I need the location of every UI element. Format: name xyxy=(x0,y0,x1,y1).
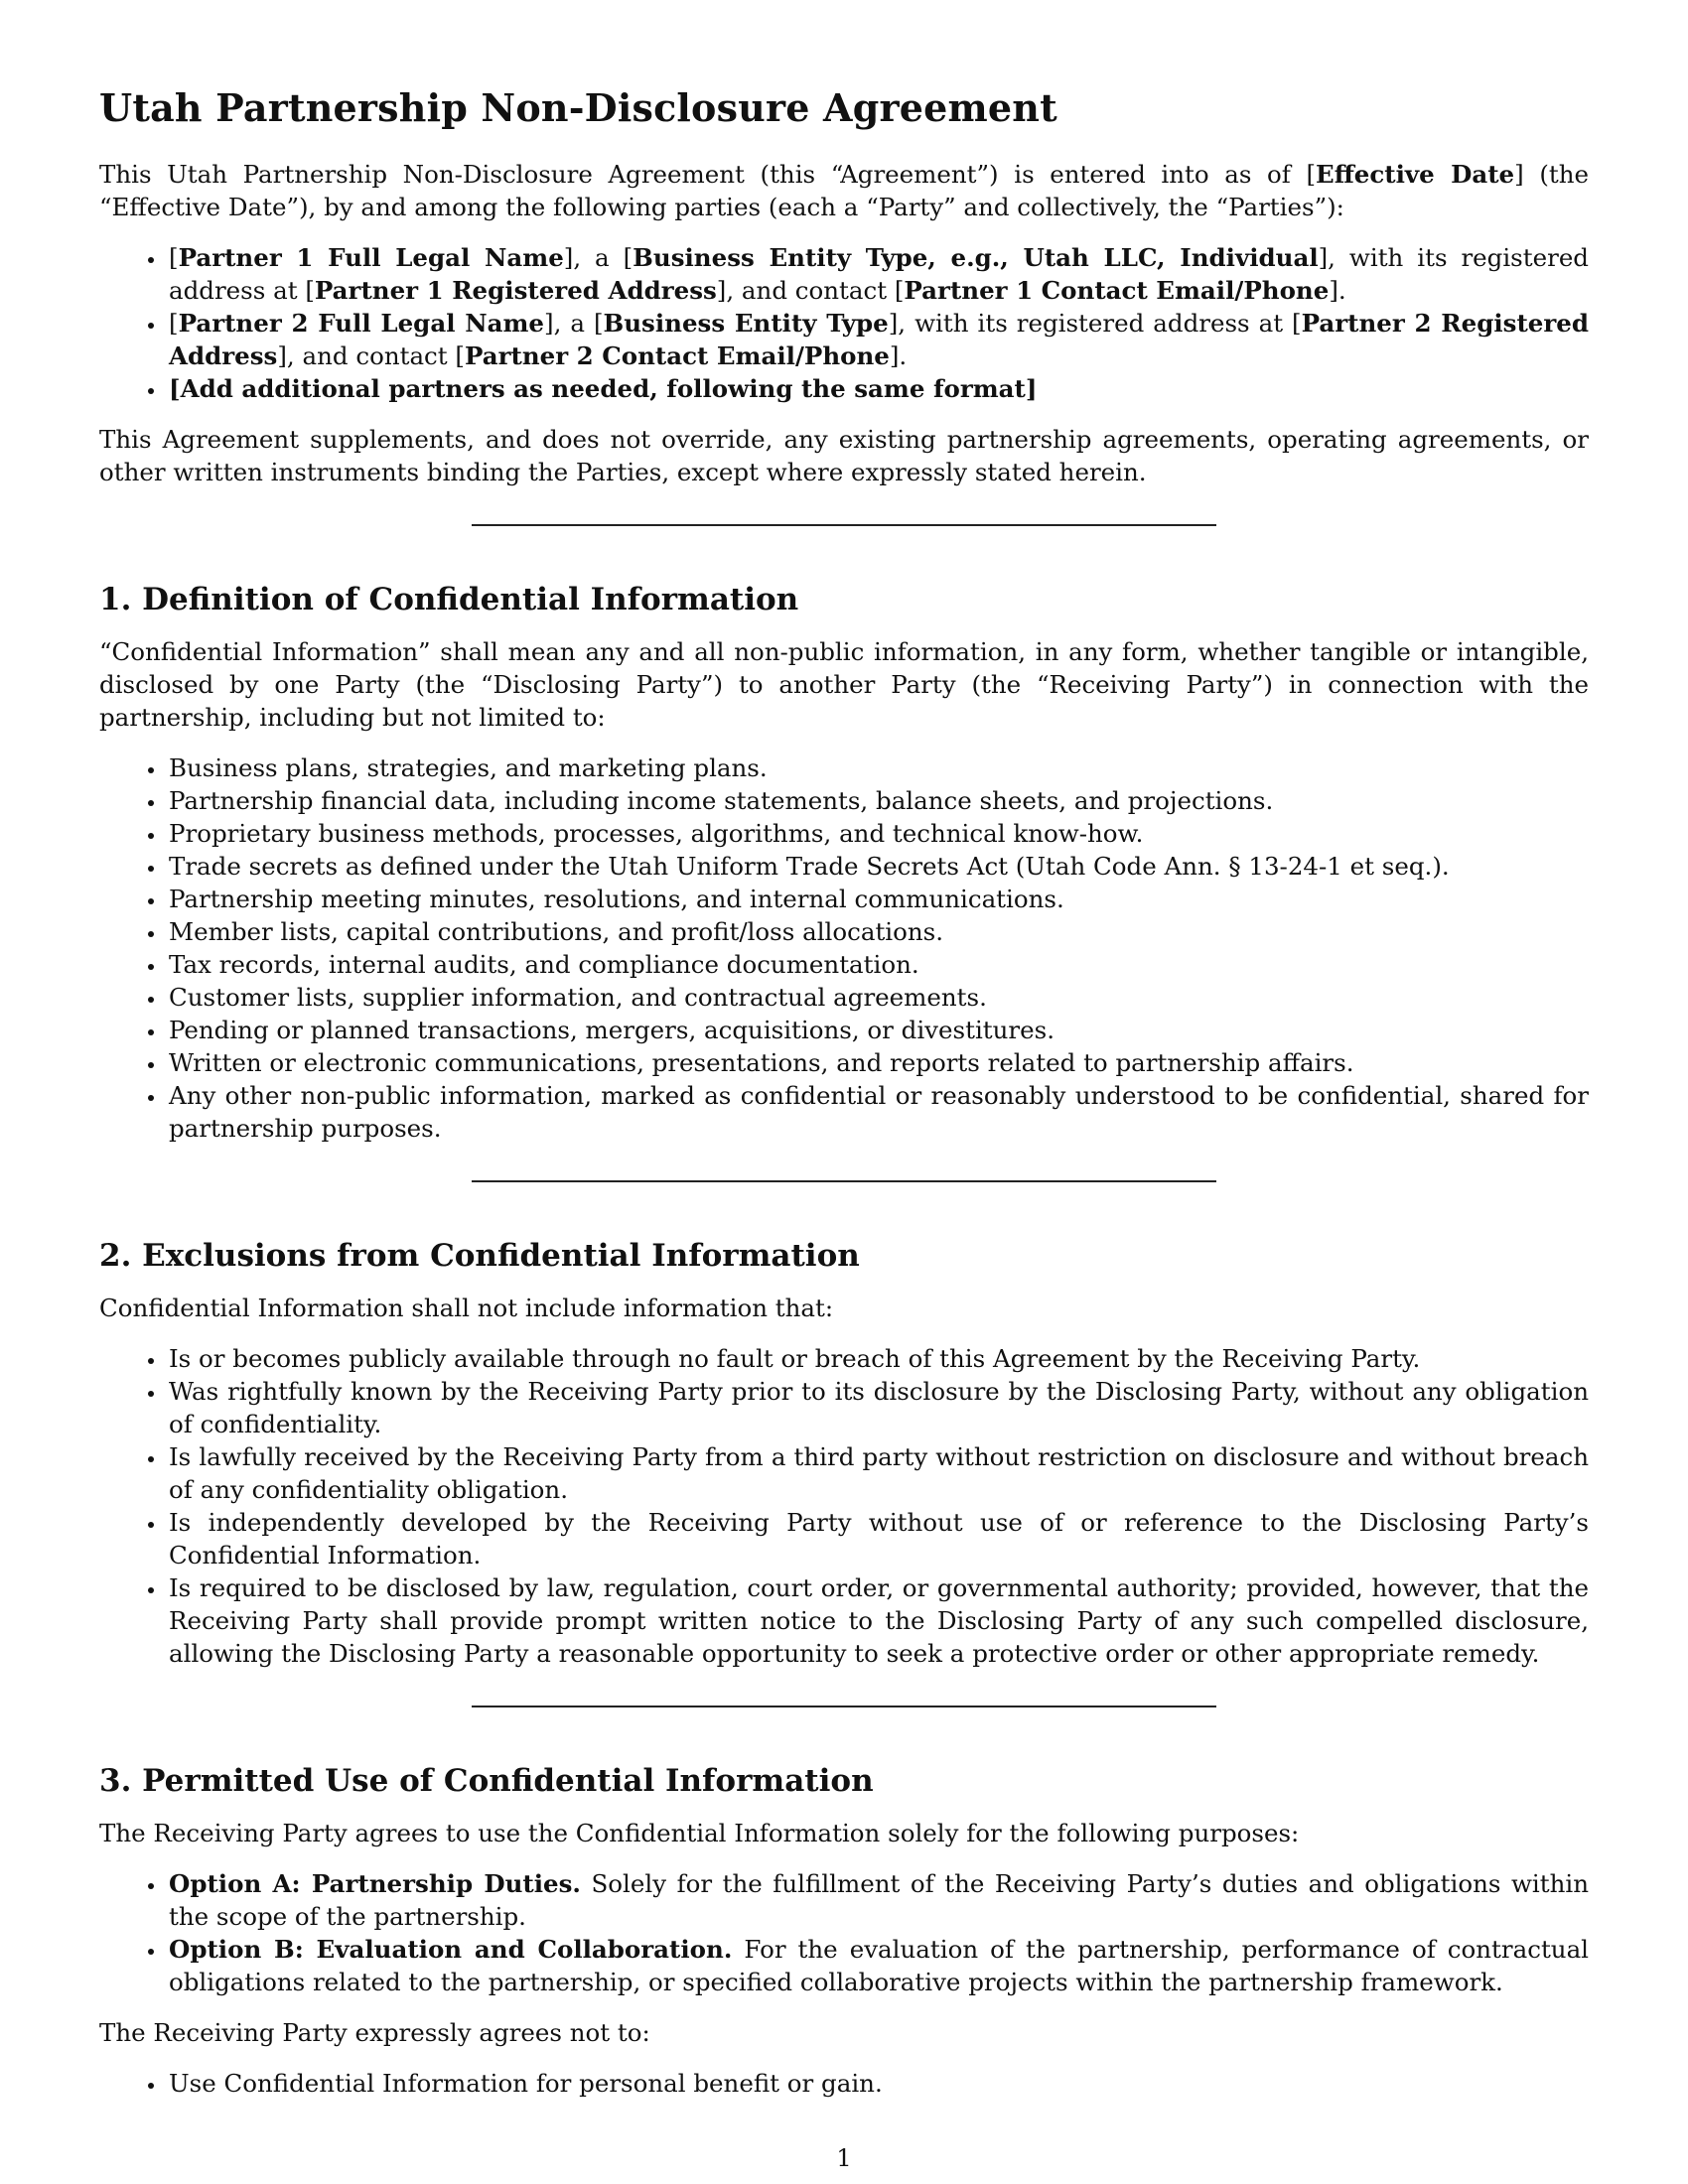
section-1-list xyxy=(99,751,1589,1145)
list-item: • Is independently developed by the Receiving Party without use of or reference to the Disclosing Party’s Confidential Information. xyxy=(167,1506,1589,1571)
party-text: ], and contact [ xyxy=(716,276,905,305)
partner-1-name-placeholder: Partner 1 Full Legal Name xyxy=(178,243,564,272)
list-item: • Proprietary business methods, processes, algorithms, and technical know-how. xyxy=(167,817,1589,850)
party-2-item xyxy=(167,307,1589,372)
option-a-item xyxy=(167,1867,1589,1933)
supplement-paragraph: This Agreement supplements, and does not override, any existing partnership agreements, operating agreements, or other written instruments binding the Parties, except where expressly stated herein. xyxy=(99,425,1589,486)
page-number: 1 xyxy=(836,2144,852,2172)
section-2-list xyxy=(99,1342,1589,1670)
option-b-text: For the evaluation of the partnership, performance of contractual obligations related to the partnership, or specified collaborative projects within the partnership framework. xyxy=(169,1935,1590,1996)
party-text: ]. xyxy=(1329,276,1346,305)
list-item: • Use Confidential Information for personal benefit or gain. xyxy=(167,2067,1589,2100)
list-item: • Was rightfully known by the Receiving Party prior to its disclosure by the Disclosing Party, without any obligation of confidentiality. xyxy=(167,1375,1589,1440)
party-text: ], a [ xyxy=(563,243,633,272)
list-item: • Tax records, internal audits, and compliance documentation. xyxy=(167,948,1589,981)
list-item: • Partnership financial data, including income statements, balance sheets, and projections. xyxy=(167,784,1589,817)
partner-1-contact-placeholder: Partner 1 Contact Email/Phone xyxy=(904,276,1330,305)
list-item: • Any other non-public information, marked as confidential or reasonably understood to be confidential, shared for partnership purposes. xyxy=(167,1079,1589,1145)
section-3-intro: The Receiving Party agrees to use the Confidential Information solely for the following purposes: xyxy=(99,1819,1300,1847)
intro-bracket: [ xyxy=(1306,160,1317,189)
section-3-not-list xyxy=(99,2067,1589,2100)
effective-date-placeholder: Effective Date xyxy=(1316,160,1515,189)
partner-1-entity-placeholder: Business Entity Type, e.g., Utah LLC, Individual xyxy=(633,243,1319,272)
list-item: • Customer lists, supplier information, and contractual agreements. xyxy=(167,981,1589,1014)
party-text: ]. xyxy=(889,341,908,370)
list-item: • Pending or planned transactions, mergers, acquisitions, or divestitures. xyxy=(167,1014,1589,1046)
intro-text: This Utah Partnership Non-Disclosure Agreement (this “Agreement”) is entered into as of xyxy=(99,160,1307,189)
list-item: • Trade secrets as defined under the Utah Uniform Trade Secrets Act (Utah Code Ann. § 13-24-1 et seq.). xyxy=(167,850,1589,883)
parties-list xyxy=(99,241,1589,405)
additional-partners-placeholder: [Add additional partners as needed, following the same format] xyxy=(169,374,1038,403)
document-body xyxy=(99,85,1589,2117)
section-1-intro: “Confidential Information” shall mean any and all non-public information, in any form, whether tangible or intangible, disclosed by one Party (the “Disclosing Party”) to another Party (the “Receiving Party”) in connection with the partnership, including but not limited to: xyxy=(99,637,1589,732)
section-divider xyxy=(472,1706,1216,1707)
partner-2-address-placeholder: Partner 2 Registered Address xyxy=(169,309,1590,370)
party-additional-item xyxy=(167,372,1589,405)
document-title: Utah Partnership Non-Disclosure Agreement xyxy=(99,85,1057,130)
bracket: [ xyxy=(169,309,179,338)
list-item: • Written or electronic communications, presentations, and reports related to partnership affairs. xyxy=(167,1046,1589,1079)
partner-1-address-placeholder: Partner 1 Registered Address xyxy=(314,276,717,305)
party-text: ], a [ xyxy=(544,309,604,338)
section-3-agree-not: The Receiving Party expressly agrees not to: xyxy=(99,2018,650,2047)
bracket: [ xyxy=(169,243,179,272)
party-text: ], and contact [ xyxy=(277,341,465,370)
party-text: ], with its registered address at [ xyxy=(169,243,1589,305)
party-text: ], with its registered address at [ xyxy=(888,309,1302,338)
section-2-intro: Confidential Information shall not include information that: xyxy=(99,1294,834,1322)
option-b-item xyxy=(167,1933,1589,1998)
partner-2-name-placeholder: Partner 2 Full Legal Name xyxy=(178,309,545,338)
list-item: • Is lawfully received by the Receiving Party from a third party without restriction on disclosure and without breach of any confidentiality obligation. xyxy=(167,1440,1589,1506)
list-item: • Is or becomes publicly available through no fault or breach of this Agreement by the Receiving Party. xyxy=(167,1342,1589,1375)
partner-2-entity-placeholder: Business Entity Type xyxy=(603,309,889,338)
party-1-item xyxy=(167,241,1589,307)
partner-2-contact-placeholder: Partner 2 Contact Email/Phone xyxy=(464,341,890,370)
option-a-label: Option A: Partnership Duties. xyxy=(169,1869,581,1898)
section-1-heading: 1. Definition of Confidential Information xyxy=(99,582,799,617)
section-divider xyxy=(472,524,1216,526)
section-3-heading: 3. Permitted Use of Confidential Information xyxy=(99,1763,874,1799)
option-b-label: Option B: Evaluation and Collaboration. xyxy=(169,1935,733,1964)
list-item: • Is required to be disclosed by law, regulation, court order, or governmental authority; provided, however, that the Receiving Party shall provide prompt written notice to the Disclosing Party of any such compelled disclosure, allowing the Disclosing Party a reasonable opportunity to seek a protective order or other appropriate remedy. xyxy=(167,1571,1589,1670)
section-divider xyxy=(472,1180,1216,1182)
list-item: • Member lists, capital contributions, and profit/loss allocations. xyxy=(167,915,1589,948)
option-a-text: Solely for the fulfillment of the Receiving Party’s duties and obligations within the scope of the partnership. xyxy=(169,1869,1589,1931)
list-item: • Business plans, strategies, and marketing plans. xyxy=(167,751,1589,784)
list-item: • Partnership meeting minutes, resolutions, and internal communications. xyxy=(167,883,1589,915)
section-2-heading: 2. Exclusions from Confidential Information xyxy=(99,1238,860,1274)
intro-text-end: ] (the “Effective Date”), by and among the following parties (each a “Party” and collectively, the “Parties”): xyxy=(99,160,1589,221)
intro-paragraph xyxy=(99,158,1589,223)
section-3-options-list xyxy=(99,1867,1589,1998)
